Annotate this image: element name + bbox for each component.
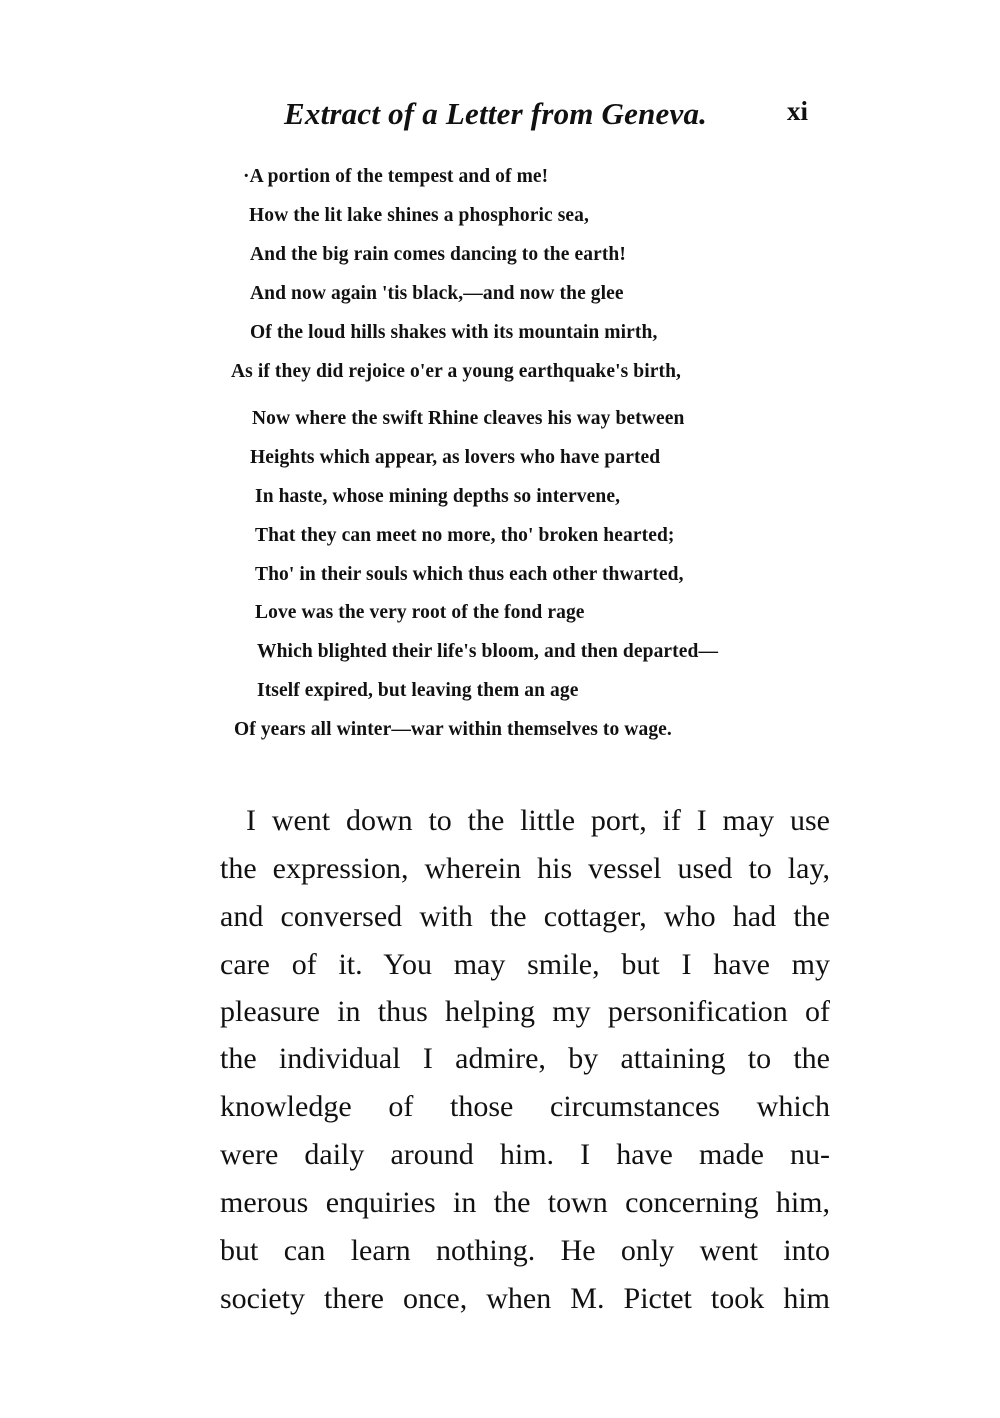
prose-line: society there once, when M. Pictet took him	[220, 1282, 830, 1315]
verse-line: Love was the very root of the fond rage	[255, 602, 585, 623]
prose-line: knowledge of those circumstances which	[220, 1090, 830, 1123]
verse-line: Which blighted their life's bloom, and then departed—	[257, 641, 719, 662]
verse-line: Tho' in their souls which thus each other thwarted,	[255, 564, 684, 585]
prose-line: the individual I admire, by attaining to the	[220, 1042, 830, 1075]
verse-line: Of the loud hills shakes with its mountain mirth,	[250, 322, 658, 343]
verse-line: Now where the swift Rhine cleaves his way between	[252, 408, 685, 429]
prose-line: pleasure in thus helping my personification of	[220, 995, 830, 1028]
verse-line: Heights which appear, as lovers who have parted	[250, 447, 661, 468]
verse-line: Of years all winter—war within themselves to wage.	[234, 719, 672, 740]
page-number: xi	[786, 96, 808, 126]
running-head	[284, 96, 814, 140]
running-title: Extract of a Letter from Geneva.	[284, 96, 708, 131]
prose-line: merous enquiries in the town concerning him,	[220, 1186, 830, 1219]
verse-line: In haste, whose mining depths so intervene,	[255, 486, 621, 507]
verse-line: ·A portion of the tempest and of me!	[243, 166, 549, 187]
prose-line: were daily around him. I have made nu-	[220, 1138, 830, 1171]
prose-line: and conversed with the cottager, who had the	[220, 900, 830, 933]
verse-line: Itself expired, but leaving them an age	[257, 680, 579, 701]
prose-line: but can learn nothing. He only went into	[220, 1234, 830, 1267]
verse-line: And now again 'tis black,—and now the glee	[250, 283, 624, 304]
verse-line: How the lit lake shines a phosphoric sea,	[249, 205, 589, 226]
prose-line: the expression, wherein his vessel used to lay,	[220, 852, 830, 885]
verse-line: That they can meet no more, tho' broken hearted;	[255, 525, 675, 546]
prose-line: care of it. You may smile, but I have my	[220, 948, 830, 981]
verse-line: And the big rain comes dancing to the earth!	[250, 244, 626, 265]
verse-line: As if they did rejoice o'er a young earthquake's birth,	[231, 361, 682, 382]
prose-line: I went down to the little port, if I may use	[246, 804, 830, 837]
